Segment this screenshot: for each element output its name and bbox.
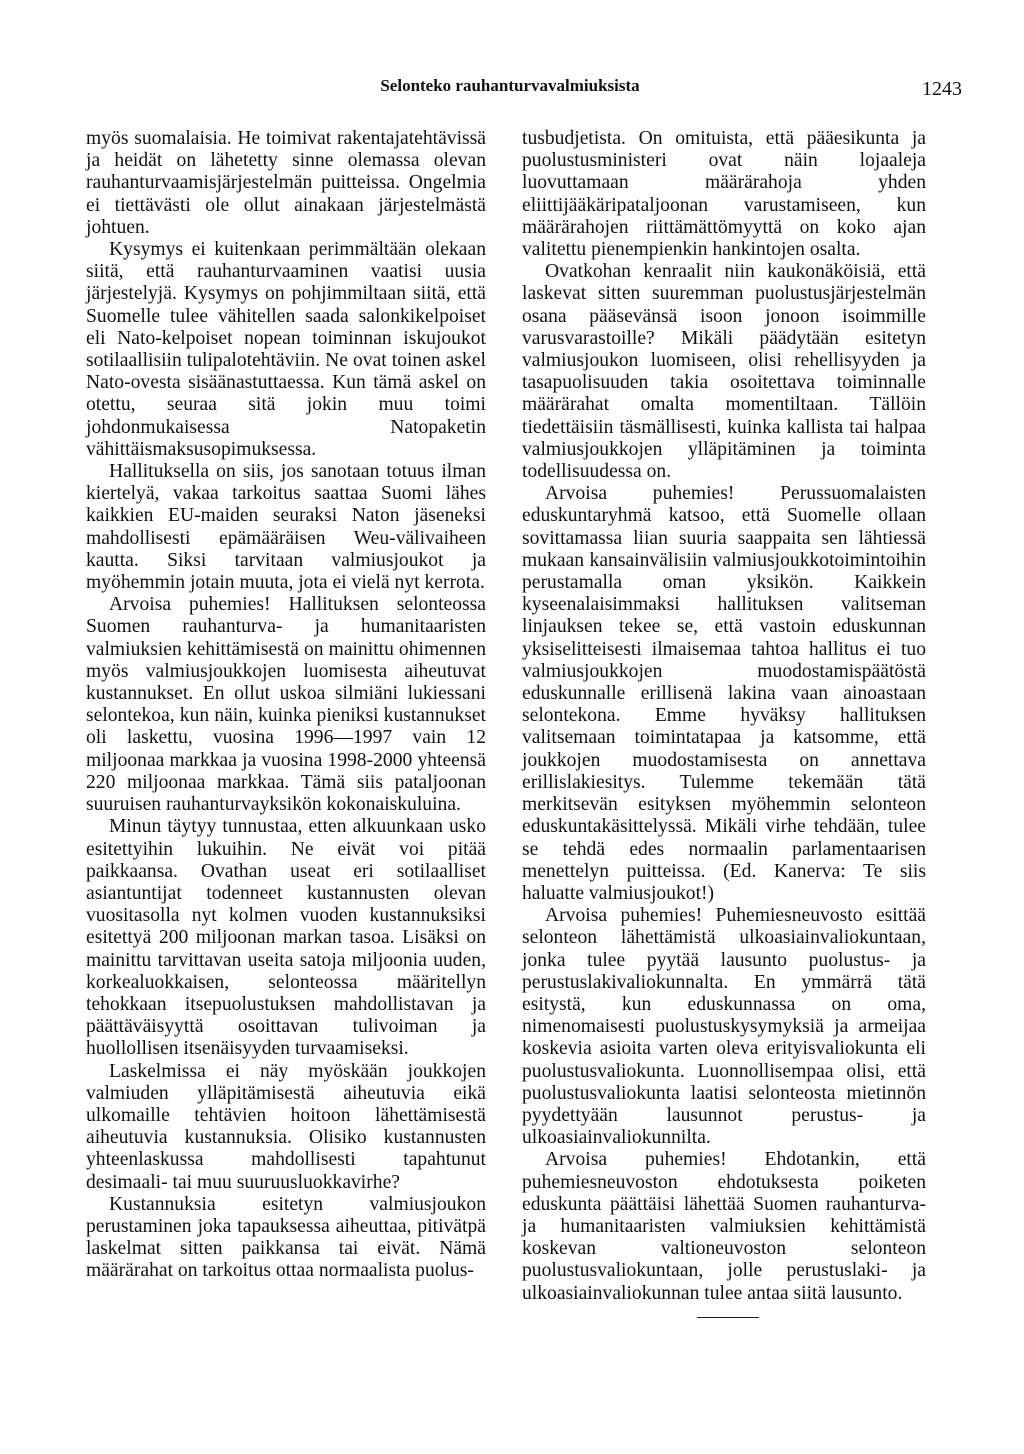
paragraph: Laskelmissa ei näy myöskään joukkojen valmiuden ylläpitämisestä aiheutuvia eikä ulkomaille tehtävien hoitoon lähettämisestä aiheutuvia kustannuksia. Olisiko kustannusten yhteenlaskussa mahdollisesti tapahtunut desimaali- tai muu suuruusluokkavirhe?: [86, 1060, 486, 1193]
page-header: [0, 74, 1024, 104]
left-column: [86, 128, 486, 1283]
right-column: [522, 128, 926, 1305]
paragraph: Arvoisa puhemies! Hallituksen selonteossa Suomen rauhanturva- ja humanitaaristen valmiuksien kehittämisestä on mainittu ohimennen myös valmiusjoukkojen luomisesta aiheutuvat kustannukset. En ollut uskoa silmiäni lukiessani selontekoa, kun näin, kuinka pieniksi kustannukset oli laskettu, vuosina 1996—1997 vain 12 miljoonaa markkaa ja vuosina 1998-2000 yhteensä 220 miljoonaa markkaa. Tämä siis pataljoonan suuruisen rauhanturvayksikön kokonaiskuluina.: [86, 594, 486, 816]
paragraph: Minun täytyy tunnustaa, etten alkuunkaan usko esitettyihin lukuihin. Ne eivät voi pitää paikkaansa. Ovathan useat eri sotilaalliset asiantuntijat todenneet kustannusten olevan vuositasolla nyt kolmen vuoden kustannuksiksi esitettyä 200 miljoonan markan tasoa. Lisäksi on mainittu tarvittavan useita satoja miljoonia uuden, korkealuokkaisen, selonteossa määritellyn tehokkaan itsepuolustuksen mahdollistavan ja päättäväisyyttä osoittavan tulivoiman ja huollollisen itsenäisyyden turvaamiseksi.: [86, 816, 486, 1060]
paragraph: Kustannuksia esitetyn valmiusjoukon perustaminen joka tapauksessa aiheuttaa, pitivätpä laskelmat sitten paikkansa tai eivät. Nämä määrärahat on tarkoitus ottaa normaalista puolus-: [86, 1193, 486, 1282]
paragraph: Hallituksella on siis, jos sanotaan totuus ilman kiertelyä, vakaa tarkoitus saattaa Suomi lähes kaikkien EU-maiden seuraksi Naton jäseneksi mahdollisesti epämääräisen Weu-välivaiheen kautta. Siksi tarvitaan valmiusjoukot ja myöhemmin jotain muuta, jota ei vielä nyt kerrota.: [86, 461, 486, 594]
paragraph: Arvoisa puhemies! Ehdotankin, että puhemiesneuvoston ehdotuksesta poiketen eduskunta päättäisi lähettää Suomen rauhanturva- ja humanitaaristen valmiuksien kehittämistä koskevan valtioneuvoston selonteon puolustusvaliokuntaan, jolle perustuslaki- ja ulkoasiainvaliokunnan tulee antaa siitä lausunto.: [522, 1149, 926, 1304]
paragraph: Ovatkohan kenraalit niin kaukonäköisiä, että laskevat sitten suuremman puolustusjärjestelmän osana pääsevänsä isoon jonoon isoimmille varusvarastoille? Mikäli päädytään esitetyn valmiusjoukon luomiseen, olisi rehellisyyden ja tasapuolisuuden takia osoitettava toiminnalle määrärahat omalta momentiltaan. Tällöin tiedettäisiin täsmällisesti, kuinka kallista tai halpaa valmiusjoukkojen ylläpitäminen ja toiminta todellisuudessa on.: [522, 261, 926, 483]
paragraph: Arvoisa puhemies! Puhemiesneuvosto esittää selonteon lähettämistä ulkoasiainvaliokuntaan, jonka tulee pyytää lausunto puolustus- ja perustuslakivaliokunnalta. En ymmärrä tätä esitystä, kun eduskunnassa on oma, nimenomaisesti puolustuskysymyksiä ja armeijaa koskevia asioita varten oleva erityisvaliokunta eli puolustusvaliokunta. Luonnollisempaa olisi, että puolustusvaliokunta laatisi selonteosta mietinnön pyydettyään lausunnot perustus- ja ulkoasiainvaliokunnilta.: [522, 905, 926, 1149]
section-end-rule: [697, 1317, 759, 1318]
paragraph: tusbudjetista. On omituista, että pääesikunta ja puolustusministeri ovat näin lojaaleja luovuttamaan määrärahoja yhden eliittijääkäripataljoonan varustamiseen, kun määrärahojen riittämättömyyttä on koko ajan valitettu pienempienkin hankintojen osalta.: [522, 128, 926, 261]
paragraph: Kysymys ei kuitenkaan perimmältään olekaan siitä, että rauhanturvaaminen vaatisi uusia järjestelyjä. Kysymys on pohjimmiltaan siitä, että Suomelle tulee vähitellen saada salonkikelpoiset eli Nato-kelpoiset nopean toiminnan iskujoukot sotilaallisiin tulipalotehtäviin. Ne ovat toinen askel Nato-ovesta sisäänastuttaessa. Kun tämä askel on otettu, seuraa sitä jokin muu toimi johdonmukaisessa Natopaketin vähittäismaksusopimuksessa.: [86, 239, 486, 460]
running-title: Selonteko rauhanturvavalmiuksista: [380, 76, 640, 95]
paragraph: myös suomalaisia. He toimivat rakentajatehtävissä ja heidät on lähetetty sinne olemassa olevan rauhanturvaamisjärjestelmän puitteissa. Ongelmia ei tiettävästi ole ollut ainakaan järjestelmästä johtuen.: [86, 128, 486, 238]
paragraph: Arvoisa puhemies! Perussuomalaisten eduskuntaryhmä katsoo, että Suomelle ollaan sovittamassa liian suuria saappaita sen lähtiessä mukaan kansainvälisiin valmiusjoukkotoimintoihin perustamalla oman yksikön. Kaikkein kyseenalaisimmaksi hallituksen valitseman linjauksen tekee se, että vastoin eduskunnan yksiselitteisesti ilmaisemaa tahtoa hallitus ei tuo valmiusjoukkojen muodostamispäätöstä eduskunnalle erillisenä lakina vaan ainoastaan selontekona. Emme hyväksy hallituksen valitsemaan toimintatapaa ja katsomme, että joukkojen muodostamisesta on annettava erillislakiesitys. Tulemme tekemään tätä merkitsevän esityksen myöhemmin selonteon eduskuntakäsittelyssä. Mikäli virhe tehdään, tulee se tehdä edes normaalin parlamentaarisen menettelyn puitteissa. (Ed. Kanerva: Te siis haluatte valmiusjoukot!): [522, 483, 926, 904]
page-number: 1243: [922, 78, 962, 100]
